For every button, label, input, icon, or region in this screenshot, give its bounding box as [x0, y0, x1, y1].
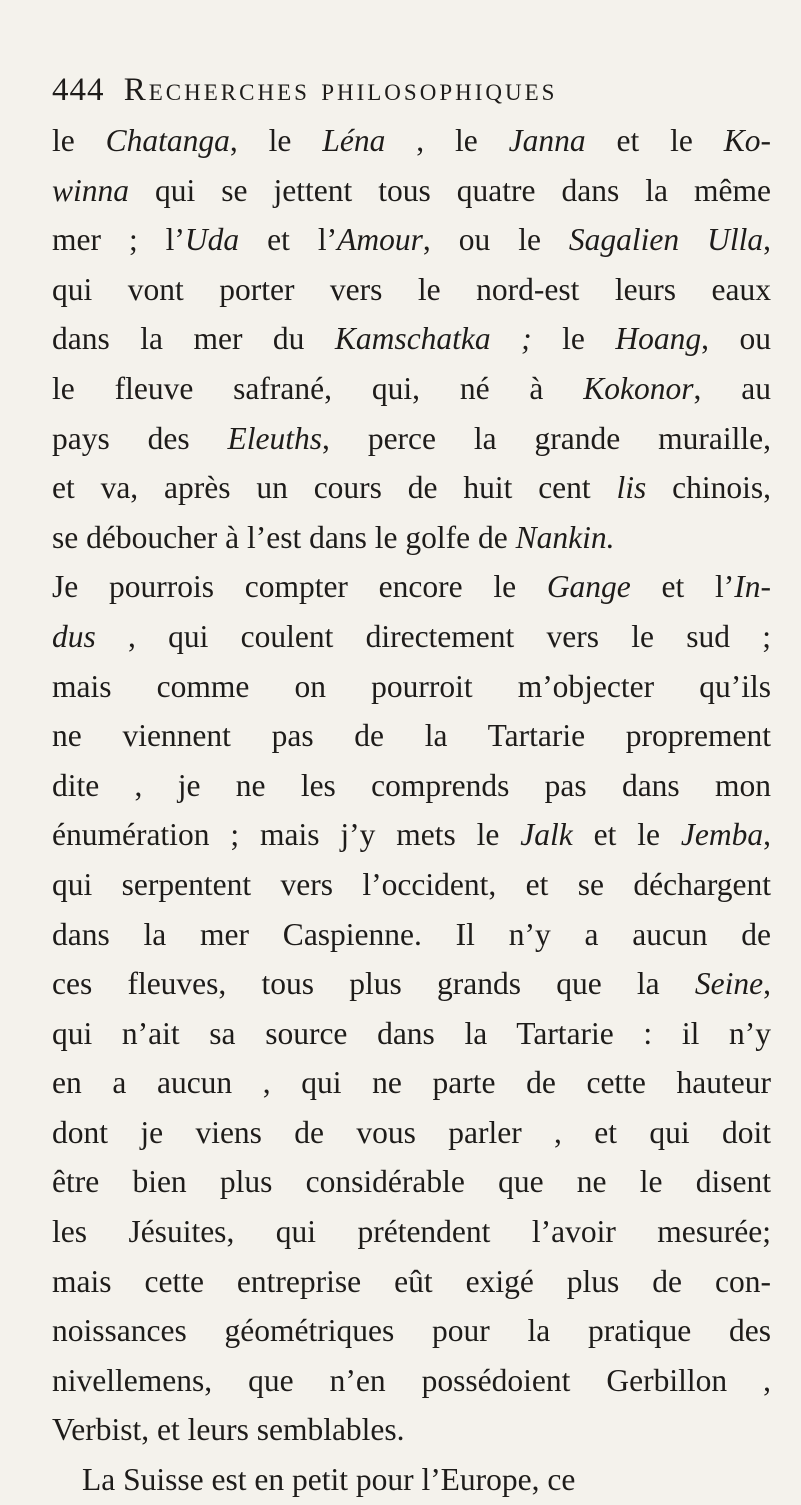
text-line: et va, après un cours de huit cent lis chinois,: [52, 470, 771, 506]
italic-name: dus: [52, 618, 96, 654]
body-text: [52, 116, 771, 1505]
running-title: Recherches philosophiques: [123, 72, 558, 108]
text-line: dus , qui coulent directement vers le sud ;: [52, 618, 771, 654]
text-line: mer ; l’Uda et l’Amour, ou le Sagalien Ulla,: [52, 222, 771, 258]
italic-name: Jalk: [520, 817, 573, 853]
text-line: nivellemens, que n’en possédoient Gerbillon ,: [52, 1362, 771, 1398]
text-line: mais comme on pourroit m’objecter qu’ils: [52, 668, 771, 704]
italic-name: Kokonor: [583, 370, 694, 406]
text-line: winna qui se jettent tous quatre dans la même: [52, 172, 771, 208]
text-line: dite , je ne les comprends pas dans mon: [52, 767, 771, 803]
text-line: Verbist, et leurs semblables.: [52, 1412, 405, 1448]
italic-name: Nankin.: [515, 519, 615, 555]
text-line: qui n’ait sa source dans la Tartarie : il n’y: [52, 1015, 771, 1051]
text-line: être bien plus considérable que ne le disent: [52, 1164, 771, 1200]
italic-name: Jemba: [680, 817, 764, 853]
text-line: se déboucher à l’est dans le golfe de Nankin.: [52, 519, 615, 555]
italic-name: lis: [616, 470, 647, 506]
text-line: pays des Eleuths, perce la grande muraille,: [52, 420, 771, 456]
text-line: le fleuve safrané, qui, né à Kokonor, au: [52, 370, 771, 406]
page-number: 444: [52, 72, 105, 108]
italic-name: Sagalien Ulla: [568, 222, 764, 258]
text-line: noissances géométriques pour la pratique des: [52, 1313, 771, 1349]
italic-name: Janna: [508, 123, 586, 158]
text-line: dans la mer du Kamschatka ; le Hoang, ou: [52, 321, 771, 357]
italic-name: Léna: [322, 123, 386, 158]
italic-name: Kamschatka ;: [334, 321, 532, 357]
running-header: [52, 70, 771, 110]
text-line: dont je viens de vous parler , et qui doit: [52, 1114, 771, 1150]
italic-name: Eleuths: [227, 420, 323, 456]
text-line: La Suisse est en petit pour l’Europe, ce: [82, 1462, 576, 1498]
text-line: les Jésuites, qui prétendent l’avoir mesurée;: [52, 1214, 771, 1250]
italic-name: Amour: [337, 222, 423, 258]
text-line: Je pourrois compter encore le Gange et l’In-: [52, 569, 771, 605]
italic-name: winna: [52, 172, 130, 208]
italic-name: Hoang: [615, 321, 702, 357]
text-line: dans la mer Caspienne. Il n’y a aucun de: [52, 916, 771, 952]
text-line: qui vont porter vers le nord-est leurs eaux: [52, 271, 771, 307]
text-line: mais cette entreprise eût exigé plus de con-: [52, 1263, 771, 1299]
text-line: énumération ; mais j’y mets le Jalk et le Jemba,: [52, 817, 771, 853]
text-line: ces fleuves, tous plus grands que la Seine,: [52, 966, 771, 1002]
text-line: en a aucun , qui ne parte de cette hauteur: [52, 1065, 771, 1101]
italic-name: Ko-: [723, 123, 772, 158]
italic-name: Gange: [546, 569, 631, 605]
italic-name: Seine: [694, 966, 764, 1002]
italic-name: Chatanga: [105, 123, 230, 158]
text-line: ne viennent pas de la Tartarie proprement: [52, 718, 771, 754]
text-line: le Chatanga, le Léna , le Janna et le Ko-: [52, 123, 772, 158]
italic-name: Uda: [184, 222, 240, 258]
text-line: qui serpentent vers l’occident, et se déchargent: [52, 866, 771, 902]
italic-name: In-: [734, 569, 771, 605]
